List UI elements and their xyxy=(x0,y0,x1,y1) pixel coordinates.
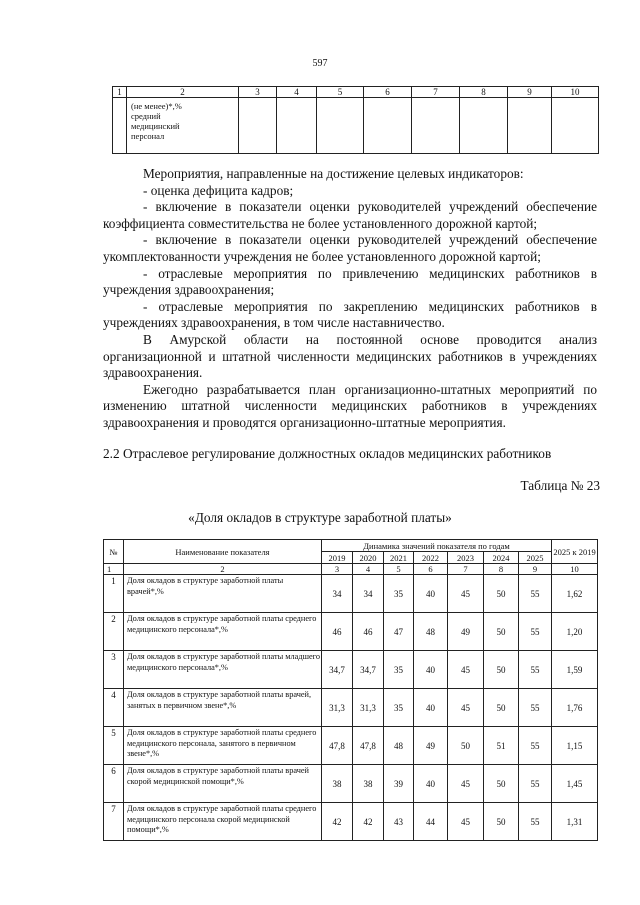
indicator-name: Доля окладов в структуре заработной платы врачей*,% xyxy=(124,575,322,613)
value-cell: 55 xyxy=(519,613,552,651)
header-ratio: 2025 к 2019 xyxy=(552,540,598,564)
salary-share-table xyxy=(103,539,598,841)
value-cell: 50 xyxy=(448,727,484,765)
value-cell: 35 xyxy=(384,575,414,613)
column-number: 2 xyxy=(124,564,322,575)
value-cell: 38 xyxy=(353,765,384,803)
value-cell: 45 xyxy=(448,765,484,803)
column-number: 10 xyxy=(552,564,598,575)
header-name: Наименование показателя xyxy=(124,540,322,564)
value-cell: 40 xyxy=(414,651,448,689)
row-number: 5 xyxy=(104,727,124,765)
column-number: 5 xyxy=(384,564,414,575)
table-row xyxy=(104,651,598,689)
table-row xyxy=(113,98,599,154)
value-cell: 49 xyxy=(414,727,448,765)
table-title: «Доля окладов в структуре заработной платы» xyxy=(188,510,452,525)
header-year: 2024 xyxy=(484,552,519,564)
ratio-cell: 1,45 xyxy=(552,765,598,803)
row-number: 1 xyxy=(104,575,124,613)
table-cell xyxy=(364,98,412,154)
table-cell: 1 xyxy=(113,87,127,98)
indicator-name: Доля окладов в структуре заработной платы среднего медицинского персонала, занятого в первичном звене*,% xyxy=(124,727,322,765)
table-cell: 3 xyxy=(239,87,277,98)
table-cell: 2 xyxy=(127,87,239,98)
table-cell xyxy=(113,98,127,154)
indicator-name-line: медицинский xyxy=(131,121,180,131)
column-number: 7 xyxy=(448,564,484,575)
ratio-cell: 1,15 xyxy=(552,727,598,765)
page-number: 597 xyxy=(312,58,328,69)
paragraph: В Амурской области на постоянной основе проводится анализ организационной и штатной численности медицинских работников в учреждениях здравоохранения. xyxy=(103,331,597,381)
table-row xyxy=(104,803,598,841)
table-row xyxy=(104,613,598,651)
indicator-name: Доля окладов в структуре заработной платы младшего медицинского персонала*,% xyxy=(124,651,322,689)
table-cell xyxy=(508,98,552,154)
column-number: 9 xyxy=(519,564,552,575)
value-cell: 45 xyxy=(448,575,484,613)
value-cell: 55 xyxy=(519,689,552,727)
value-cell: 50 xyxy=(484,765,519,803)
indicator-name: Доля окладов в структуре заработной платы врачей скорой медицинской помощи*,% xyxy=(124,765,322,803)
value-cell: 47 xyxy=(384,613,414,651)
paragraph: Мероприятия, направленные на достижение целевых индикаторов: xyxy=(143,166,524,181)
value-cell: 47,8 xyxy=(322,727,353,765)
value-cell: 34,7 xyxy=(322,651,353,689)
value-cell: 34 xyxy=(353,575,384,613)
value-cell: 35 xyxy=(384,689,414,727)
header-year: 2023 xyxy=(448,552,484,564)
indicator-name-line: персонал xyxy=(131,131,165,141)
table-cell xyxy=(552,98,599,154)
table-cell xyxy=(277,98,317,154)
value-cell: 49 xyxy=(448,613,484,651)
value-cell: 50 xyxy=(484,651,519,689)
table-header-row xyxy=(104,540,598,552)
value-cell: 31,3 xyxy=(322,689,353,727)
value-cell: 55 xyxy=(519,727,552,765)
table-body xyxy=(104,575,598,841)
value-cell: 48 xyxy=(384,727,414,765)
value-cell: 40 xyxy=(414,765,448,803)
value-cell: 55 xyxy=(519,651,552,689)
header-year: 2019 xyxy=(322,552,353,564)
table-cell xyxy=(460,98,508,154)
value-cell: 35 xyxy=(384,651,414,689)
header-year: 2021 xyxy=(384,552,414,564)
column-number: 6 xyxy=(414,564,448,575)
indicator-name-cell xyxy=(127,98,239,154)
value-cell: 42 xyxy=(353,803,384,841)
column-number: 8 xyxy=(484,564,519,575)
table-header-row xyxy=(113,87,599,98)
value-cell: 40 xyxy=(414,689,448,727)
table-row xyxy=(104,575,598,613)
paragraph: Ежегодно разрабатывается план организационно-штатных мероприятий по изменению штатной численности медицинских работников в учреждениях здравоохранения и проводятся организационно-штатные мероприятия. xyxy=(103,381,597,430)
value-cell: 55 xyxy=(519,765,552,803)
value-cell: 45 xyxy=(448,689,484,727)
value-cell: 40 xyxy=(414,575,448,613)
indicator-name: Доля окладов в структуре заработной платы среднего медицинского персонала скорой медицинской помощи*,% xyxy=(124,803,322,841)
row-number: 4 xyxy=(104,689,124,727)
table-cell: 10 xyxy=(552,87,599,98)
value-cell: 55 xyxy=(519,575,552,613)
paragraph: - отраслевые мероприятия по закреплению медицинских работников в учреждениях здравоохранения, в том числе наставничество. xyxy=(103,298,597,331)
value-cell: 47,8 xyxy=(353,727,384,765)
indicator-name-line: средний xyxy=(131,111,161,121)
ratio-cell: 1,59 xyxy=(552,651,598,689)
value-cell: 38 xyxy=(322,765,353,803)
indicator-name: Доля окладов в структуре заработной платы врачей, занятых в первичном звене*,% xyxy=(124,689,322,727)
value-cell: 34 xyxy=(322,575,353,613)
value-cell: 50 xyxy=(484,575,519,613)
value-cell: 55 xyxy=(519,803,552,841)
value-cell: 50 xyxy=(484,803,519,841)
value-cell: 46 xyxy=(322,613,353,651)
paragraph: - отраслевые мероприятия по привлечению медицинских работников в учреждения здравоохранения; xyxy=(103,265,597,298)
value-cell: 50 xyxy=(484,689,519,727)
row-number: 3 xyxy=(104,651,124,689)
row-number: 2 xyxy=(104,613,124,651)
table-number: Таблица № 23 xyxy=(520,478,600,493)
indicator-name-line: (не менее)*,% xyxy=(131,101,182,111)
value-cell: 42 xyxy=(322,803,353,841)
header-no: № xyxy=(104,540,124,564)
ratio-cell: 1,31 xyxy=(552,803,598,841)
table-cell: 7 xyxy=(412,87,460,98)
ratio-cell: 1,76 xyxy=(552,689,598,727)
table-cell: 6 xyxy=(364,87,412,98)
value-cell: 51 xyxy=(484,727,519,765)
table-row xyxy=(104,727,598,765)
table-cell xyxy=(317,98,364,154)
table-cell: 9 xyxy=(508,87,552,98)
row-number: 7 xyxy=(104,803,124,841)
indicator-name: Доля окладов в структуре заработной платы среднего медицинского персонала*,% xyxy=(124,613,322,651)
value-cell: 43 xyxy=(384,803,414,841)
table-row xyxy=(104,689,598,727)
header-year: 2020 xyxy=(353,552,384,564)
row-number: 6 xyxy=(104,765,124,803)
continuation-table xyxy=(112,86,599,154)
table-cell: 4 xyxy=(277,87,317,98)
column-number: 4 xyxy=(353,564,384,575)
table-cell: 8 xyxy=(460,87,508,98)
value-cell: 34,7 xyxy=(353,651,384,689)
header-dynamics: Динамика значений показателя по годам xyxy=(322,540,552,552)
value-cell: 39 xyxy=(384,765,414,803)
paragraph: - включение в показатели оценки руководителей учреждений обеспечение укомплектованности учреждения не более установленного дорожной картой; xyxy=(103,232,597,264)
header-year: 2022 xyxy=(414,552,448,564)
paragraph: - включение в показатели оценки руководителей учреждений обеспечение коэффициента совместительства не более установленного дорожной картой; xyxy=(103,199,597,231)
ratio-cell: 1,62 xyxy=(552,575,598,613)
value-cell: 50 xyxy=(484,613,519,651)
value-cell: 46 xyxy=(353,613,384,651)
section-heading: 2.2 Отраслевое регулирование должностных окладов медицинских работников xyxy=(103,446,552,461)
value-cell: 48 xyxy=(414,613,448,651)
value-cell: 45 xyxy=(448,651,484,689)
paragraph: - оценка дефицита кадров; xyxy=(143,182,294,198)
value-cell: 45 xyxy=(448,803,484,841)
column-numbers-row xyxy=(104,564,598,575)
table-cell xyxy=(239,98,277,154)
table-cell xyxy=(412,98,460,154)
body-text xyxy=(103,166,597,432)
column-number: 3 xyxy=(322,564,353,575)
value-cell: 44 xyxy=(414,803,448,841)
value-cell: 31,3 xyxy=(353,689,384,727)
table-cell: 5 xyxy=(317,87,364,98)
column-number: 1 xyxy=(104,564,124,575)
header-year: 2025 xyxy=(519,552,552,564)
table-row xyxy=(104,765,598,803)
ratio-cell: 1,20 xyxy=(552,613,598,651)
